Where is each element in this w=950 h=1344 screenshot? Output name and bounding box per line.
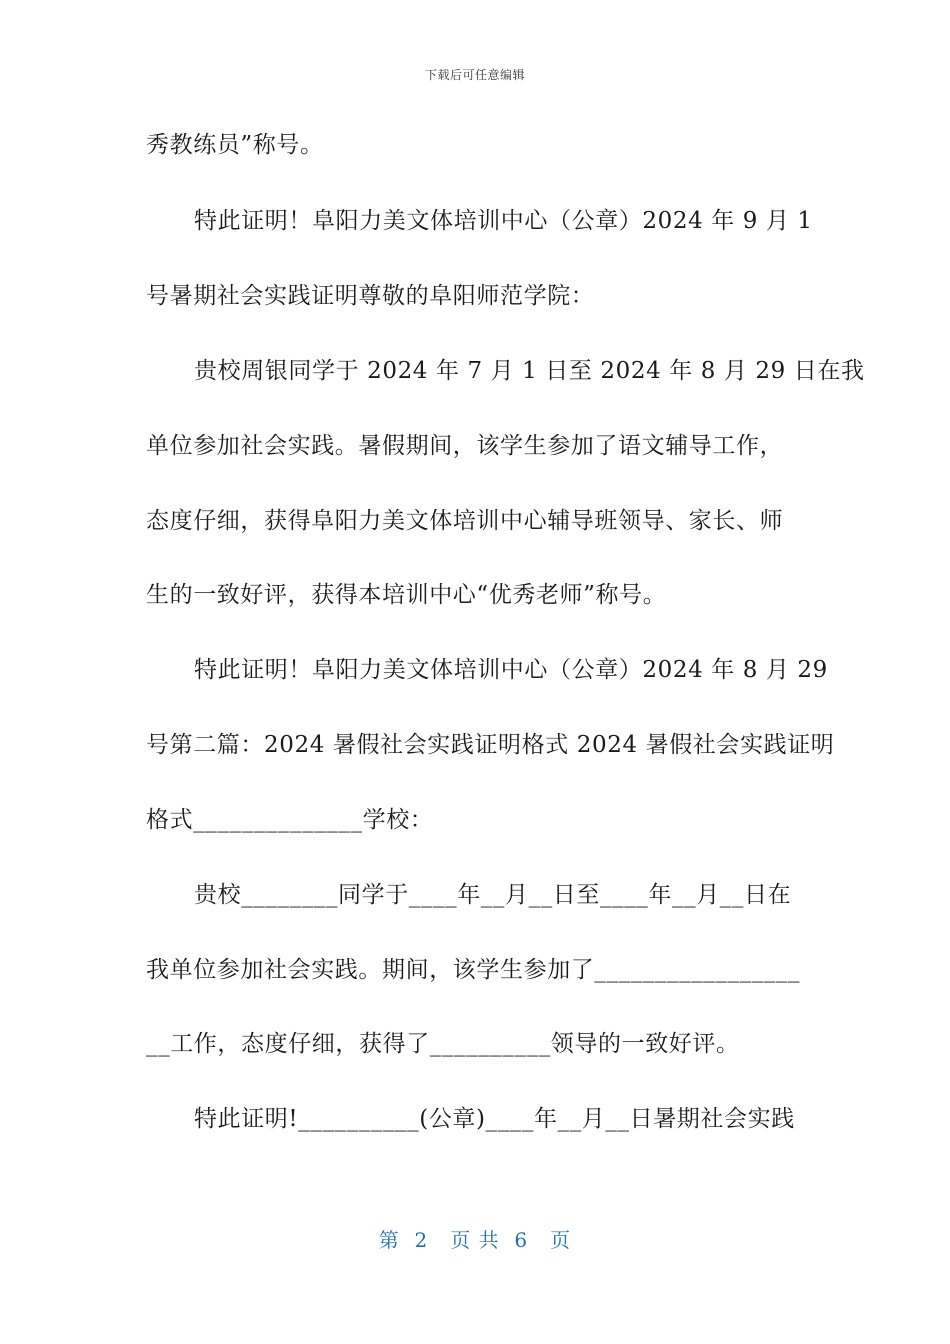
body-line: 格式______________学校： — [146, 807, 434, 833]
body-line: 贵校________同学于____年__月__日至____年__月__日在 — [194, 882, 792, 908]
header-note: 下载后可任意编辑 — [424, 68, 525, 82]
body-line: 我单位参加社会实践。期间，该学生参加了_________________ — [146, 957, 801, 983]
body-line: 单位参加社会实践。暑假期间，该学生参加了语文辅导工作， — [146, 433, 784, 459]
body-line: 生的一致好评，获得本培训中心“优秀老师”称号。 — [146, 582, 667, 608]
body-line: 特此证明!__________(公章)____年__月__日暑期社会实践 — [194, 1106, 795, 1132]
body-line: 态度仔细，获得阜阳力美文体培训中心辅导班领导、家长、师 — [146, 508, 784, 534]
body-line: 秀教练员”称号。 — [146, 132, 324, 158]
body-line: __工作，态度仔细，获得了__________领导的一致好评。 — [146, 1031, 740, 1057]
body-line: 贵校周银同学于 2024 年 7 月 1 日至 2024 年 8 月 29 日在我 — [194, 358, 865, 384]
body-line: 号第二篇：2024 暑假社会实践证明格式 2024 暑假社会实践证明 — [146, 732, 835, 758]
body-line: 特此证明！阜阳力美文体培训中心（公章）2024 年 8 月 29 — [194, 657, 828, 683]
page-number-footer: 第 2 页 共 6 页 — [378, 1228, 572, 1252]
body-line: 特此证明！阜阳力美文体培训中心（公章）2024 年 9 月 1 — [194, 208, 813, 234]
body-line: 号暑期社会实践证明尊敬的阜阳师范学院： — [146, 283, 595, 309]
